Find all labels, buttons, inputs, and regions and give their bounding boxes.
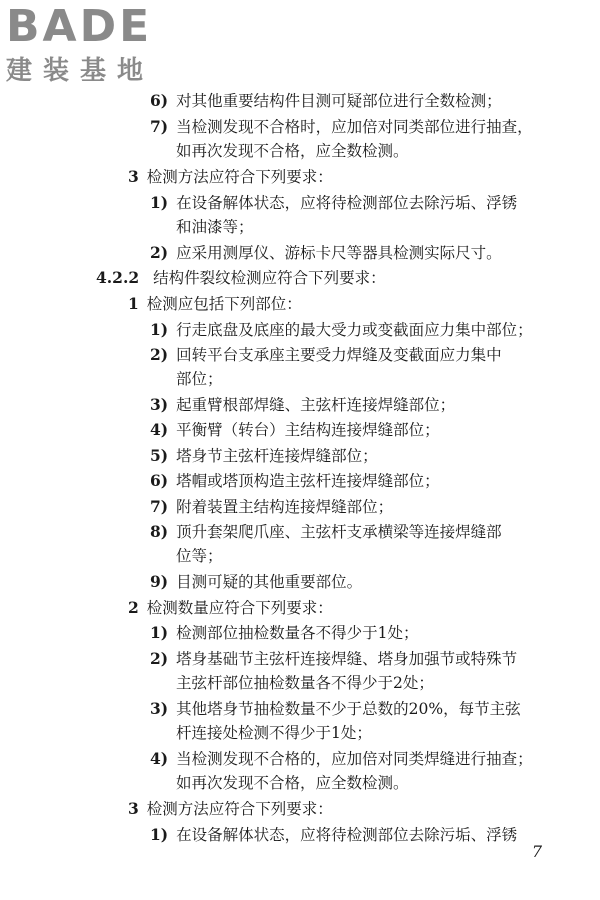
text-line: [150, 91, 502, 111]
text-line: [150, 572, 362, 592]
item-text: 应采用测厚仪、游标卡尺等器具检测实际尺寸。: [176, 244, 502, 262]
item-number: 4.2.2: [96, 268, 140, 287]
item-number: 4): [150, 420, 169, 439]
item-text: 在设备解体状态，应将待检测部位去除污垢、浮锈: [176, 826, 518, 844]
item-number: 2: [128, 598, 139, 617]
item-text: 顶升套架爬爪座、主弦杆支承横梁等连接焊缝部: [176, 523, 502, 541]
item-number: 1): [150, 825, 169, 844]
item-text: 回转平台支承座主要受力焊缝及变截面应力集中: [176, 346, 502, 364]
text-line: [176, 673, 434, 693]
text-line: [176, 141, 409, 161]
text-line: [150, 649, 517, 669]
text-line: [150, 243, 502, 263]
text-line: [150, 522, 502, 542]
item-text: 对其他重要结构件目测可疑部位进行全数检测；: [176, 92, 502, 110]
item-number: 3: [128, 799, 139, 818]
item-text: 其他塔身节抽检数量不少于总数的20%，每节主弦: [176, 700, 521, 718]
item-number: 1): [150, 320, 169, 339]
item-text: 检测方法应符合下列要求：: [146, 800, 333, 818]
item-text: 结构件裂纹检测应符合下列要求：: [153, 269, 386, 287]
item-number: 1): [150, 623, 169, 642]
text-line: [150, 497, 393, 517]
item-number: 9): [150, 572, 169, 591]
item-text: 目测可疑的其他重要部位。: [176, 573, 363, 591]
text-line: [150, 825, 517, 845]
item-text: 行走底盘及底座的最大受力或变截面应力集中部位；: [176, 321, 533, 339]
item-text: 和油漆等；: [176, 218, 254, 236]
text-line: [150, 420, 440, 440]
item-text: 当检测发现不合格的，应加倍对同类焊缝进行抽查；: [176, 750, 533, 768]
text-line: [96, 268, 386, 288]
item-text: 检测应包括下列部位：: [146, 295, 302, 313]
text-line: [128, 294, 302, 314]
item-text: 主弦杆部位抽检数量各不得少于2处；: [176, 674, 434, 692]
text-line: [176, 723, 372, 743]
item-number: 2): [150, 345, 169, 364]
item-number: 7): [150, 497, 169, 516]
item-number: 6): [150, 471, 169, 490]
item-text: 如再次发现不合格，应全数检测。: [176, 142, 409, 160]
item-number: 6): [150, 91, 169, 110]
item-number: 7): [150, 117, 169, 136]
item-text: 杆连接处检测不得少于1处；: [176, 724, 372, 742]
item-number: 1: [128, 294, 139, 313]
item-text: 塔身节主弦杆连接焊缝部位；: [176, 447, 378, 465]
text-line: [150, 699, 521, 719]
text-line: [176, 217, 254, 237]
logo-sub-text: 建装基地: [6, 56, 155, 86]
text-line: [128, 167, 333, 187]
item-text: 塔帽或塔顶构造主弦杆连接焊缝部位；: [176, 472, 440, 490]
item-text: 检测部位抽检数量各不得少于1处；: [176, 624, 419, 642]
item-text: 位等；: [176, 547, 223, 565]
item-text: 附着装置主结构连接焊缝部位；: [176, 498, 394, 516]
text-line: [150, 446, 378, 466]
page-number: 7: [531, 842, 542, 861]
text-line: [150, 395, 455, 415]
logo-main-text: BADE: [6, 1, 153, 52]
text-line: [176, 773, 409, 793]
text-line: [150, 193, 517, 213]
item-number: 3): [150, 699, 169, 718]
item-text: 检测方法应符合下列要求：: [146, 168, 333, 186]
text-line: [176, 546, 223, 566]
item-text: 塔身基础节主弦杆连接焊缝、塔身加强节或特殊节: [176, 650, 518, 668]
text-line: [150, 117, 533, 137]
item-text: 当检测发现不合格时，应加倍对同类部位进行抽查，: [176, 118, 533, 136]
item-text: 如再次发现不合格，应全数检测。: [176, 774, 409, 792]
item-number: 2): [150, 243, 169, 262]
item-text: 检测数量应符合下列要求：: [146, 599, 333, 617]
text-line: [128, 598, 333, 618]
item-number: 5): [150, 446, 169, 465]
text-line: [150, 320, 533, 340]
text-line: [150, 623, 419, 643]
text-line: [128, 799, 333, 819]
text-line: [150, 749, 533, 769]
text-line: [150, 471, 440, 491]
item-number: 2): [150, 649, 169, 668]
text-line: [176, 369, 223, 389]
item-number: 3: [128, 167, 139, 186]
item-text: 部位；: [176, 370, 223, 388]
item-number: 8): [150, 522, 169, 541]
item-text: 起重臂根部焊缝、主弦杆连接焊缝部位；: [176, 396, 456, 414]
item-number: 1): [150, 193, 169, 212]
text-line: [150, 345, 502, 365]
item-text: 平衡臂（转台）主结构连接焊缝部位；: [176, 421, 440, 439]
item-text: 在设备解体状态，应将待检测部位去除污垢、浮锈: [176, 194, 518, 212]
item-number: 4): [150, 749, 169, 768]
item-number: 3): [150, 395, 169, 414]
